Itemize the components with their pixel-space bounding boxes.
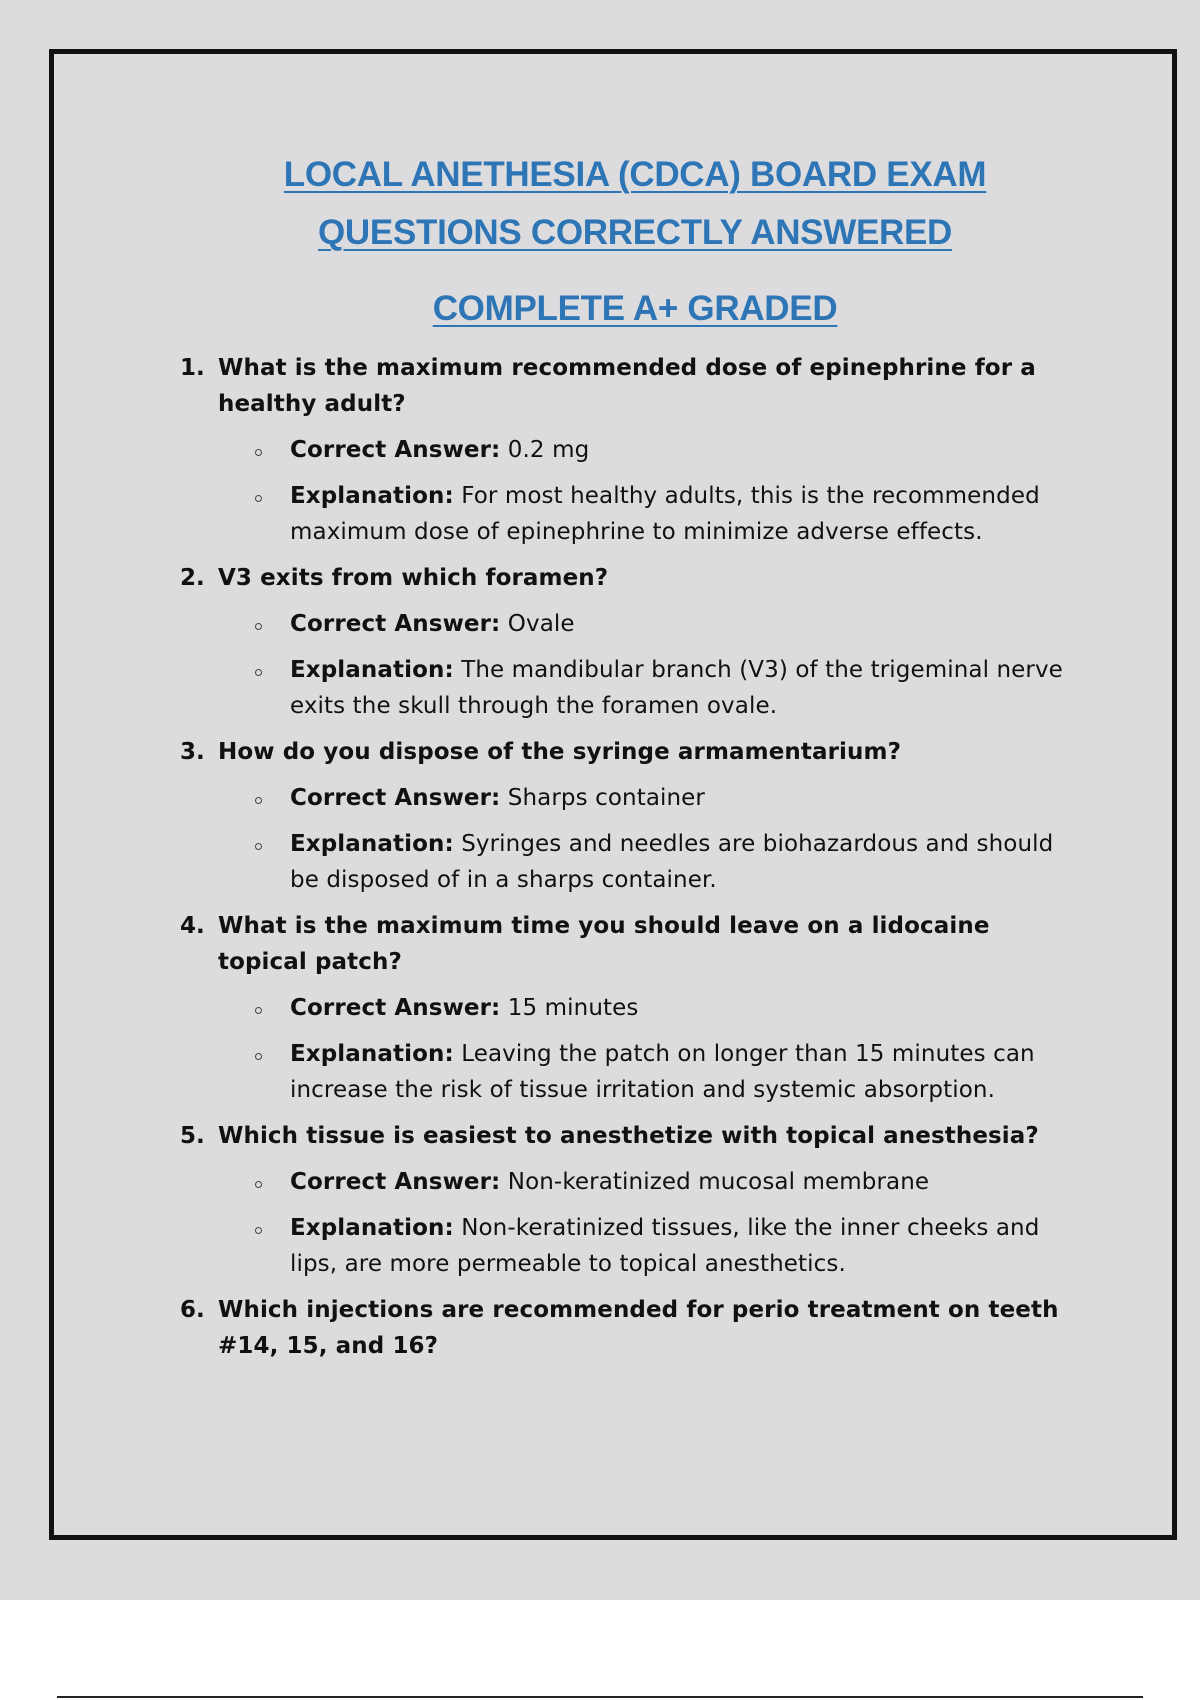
explanation — [180, 1210, 1085, 1282]
circle-bullet-icon — [255, 843, 262, 850]
answer-value: Sharps container — [507, 785, 705, 811]
question-item-1 — [180, 350, 1085, 550]
answer-value: 15 minutes — [507, 995, 639, 1021]
answer-value: 0.2 mg — [507, 437, 590, 463]
explanation-label: Explanation: — [290, 831, 454, 857]
question-item-6 — [180, 1292, 1085, 1364]
question-list — [180, 350, 1085, 1364]
answer-value: Ovale — [507, 611, 575, 637]
document-title-line-1: LOCAL ANETHESIA (CDCA) BOARD EXAM — [283, 155, 987, 194]
document-subtitle: COMPLETE A+ GRADED — [432, 289, 838, 328]
question-text: V3 exits from which foramen? — [218, 565, 609, 591]
answer-label: Correct Answer: — [290, 611, 501, 637]
explanation-text: Non-keratinized tissues, like the inner cheeks and lips, are more permeable to topical anesthetics. — [290, 1215, 1040, 1277]
answer-label: Correct Answer: — [290, 437, 501, 463]
correct-answer — [180, 990, 1085, 1026]
explanation-label: Explanation: — [290, 483, 454, 509]
question-number: 5. — [180, 1123, 205, 1149]
question-item-2 — [180, 560, 1085, 724]
circle-bullet-icon — [255, 623, 262, 630]
question-text: How do you dispose of the syringe armamentarium? — [218, 739, 902, 765]
question-number: 1. — [180, 355, 205, 381]
correct-answer — [180, 432, 1085, 468]
explanation-label: Explanation: — [290, 657, 454, 683]
document-title-line-2: QUESTIONS CORRECTLY ANSWERED — [318, 213, 952, 252]
circle-bullet-icon — [255, 1227, 262, 1234]
question-item-4 — [180, 908, 1085, 1108]
question-text: Which injections are recommended for perio treatment on teeth #14, 15, and 16? — [218, 1297, 1059, 1359]
explanation-text: The mandibular branch (V3) of the trigeminal nerve exits the skull through the foramen ovale. — [290, 657, 1063, 719]
explanation-label: Explanation: — [290, 1215, 454, 1241]
correct-answer — [180, 606, 1085, 642]
explanation-text: Leaving the patch on longer than 15 minutes can increase the risk of tissue irritation and systemic absorption. — [290, 1041, 1035, 1103]
circle-bullet-icon — [255, 495, 262, 502]
footer-divider — [57, 1696, 1143, 1698]
question-item-3 — [180, 734, 1085, 898]
answer-label: Correct Answer: — [290, 995, 501, 1021]
explanation-text: Syringes and needles are biohazardous and should be disposed of in a sharps container. — [290, 831, 1054, 893]
circle-bullet-icon — [255, 1053, 262, 1060]
answer-value: Non-keratinized mucosal membrane — [507, 1169, 930, 1195]
circle-bullet-icon — [255, 669, 262, 676]
question-text: Which tissue is easiest to anesthetize with topical anesthesia? — [218, 1123, 1039, 1149]
circle-bullet-icon — [255, 449, 262, 456]
question-number: 2. — [180, 565, 205, 591]
explanation — [180, 652, 1085, 724]
question-text: What is the maximum time you should leave on a lidocaine topical patch? — [218, 913, 990, 975]
correct-answer — [180, 780, 1085, 816]
circle-bullet-icon — [255, 797, 262, 804]
circle-bullet-icon — [255, 1181, 262, 1188]
explanation — [180, 478, 1085, 550]
explanation — [180, 826, 1085, 898]
circle-bullet-icon — [255, 1007, 262, 1014]
question-number: 6. — [180, 1297, 205, 1323]
answer-label: Correct Answer: — [290, 785, 501, 811]
question-number: 3. — [180, 739, 205, 765]
question-text: What is the maximum recommended dose of epinephrine for a healthy adult? — [218, 355, 1036, 417]
explanation-label: Explanation: — [290, 1041, 454, 1067]
answer-label: Correct Answer: — [290, 1169, 501, 1195]
correct-answer — [180, 1164, 1085, 1200]
explanation — [180, 1036, 1085, 1108]
question-item-5 — [180, 1118, 1085, 1282]
question-number: 4. — [180, 913, 205, 939]
explanation-text: For most healthy adults, this is the recommended maximum dose of epinephrine to minimize adverse effects. — [290, 483, 1040, 545]
